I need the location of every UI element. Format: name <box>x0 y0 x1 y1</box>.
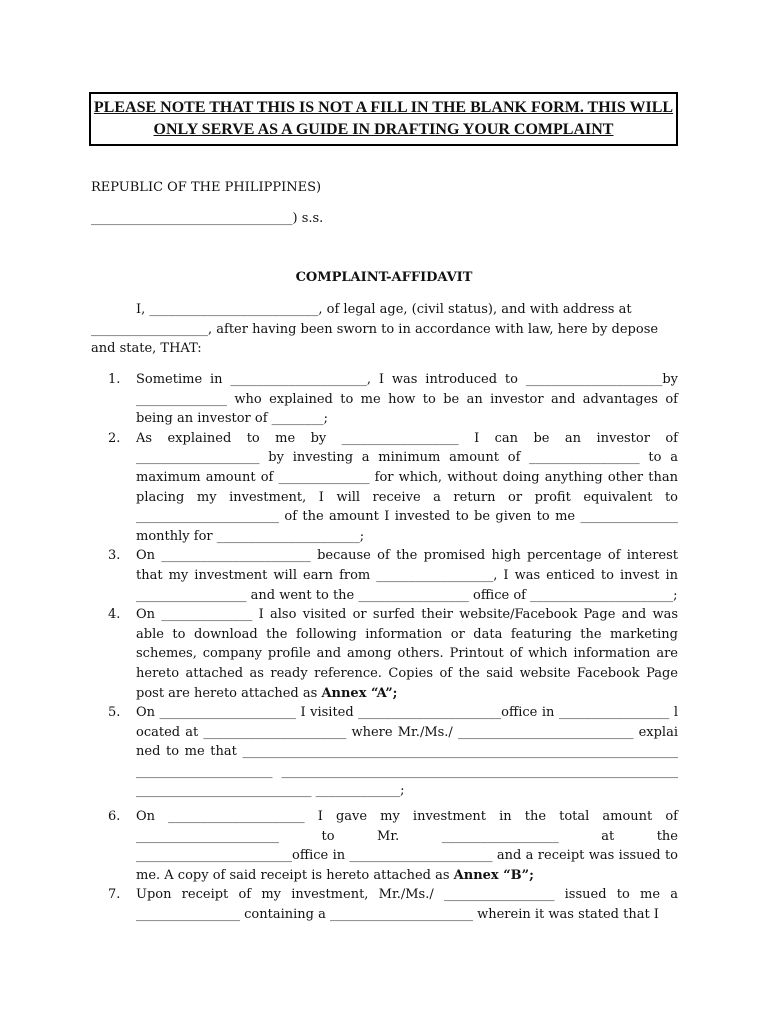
list-item <box>108 370 678 429</box>
numbered-list <box>108 370 678 925</box>
notice-box <box>89 92 678 146</box>
ss-line: _______________________________) s.s. <box>91 211 324 226</box>
item-number: 6. <box>108 809 121 825</box>
annex-a-label: Annex “A”; <box>321 685 398 701</box>
annex-b-label: Annex “B”; <box>453 867 534 883</box>
item-text: Upon receipt of my investment, Mr./Ms./ _________________ issued to me a ________________ containing a ______________________ wherein it was stated that I <box>136 887 678 923</box>
item-text: On _______________________ because of the promised high percentage of interest that my investment will earn from __________________, I was enticed to invest in _________________ and went to the _________________ office of ______________________; <box>136 548 678 603</box>
republic-line: REPUBLIC OF THE PHILIPPINES) <box>91 180 322 195</box>
item-number: 4. <box>108 607 121 623</box>
list-item <box>108 605 678 703</box>
item-number: 5. <box>108 705 121 721</box>
list-item <box>108 703 678 801</box>
list-item <box>108 546 678 605</box>
notice-line-2: ONLY SERVE AS A GUIDE IN DRAFTING YOUR COMPLAINT <box>153 121 614 138</box>
intro-paragraph <box>91 300 677 359</box>
item-text: On _____________________ I visited ______________________office in _________________ located at ______________________ where Mr./Ms./ ___________________________ explained to me that ________________________________________________________________________________________ ________________________________________________________________________________________ _____________; <box>136 705 678 799</box>
list-item <box>108 885 678 924</box>
item-text: On _____________________ I gave my investment in the total amount of ______________________ to Mr. __________________ at the ________________________office in ______________________ and a receipt was issued to me. A copy of said receipt is hereto attached as Annex “B”; <box>136 809 678 883</box>
item-number: 7. <box>108 887 121 903</box>
item-text: On ______________ I also visited or surfed their website/Facebook Page and was able to download the following information or data featuring the marketing schemes, company profile and among others. Printout of which information are hereto attached as ready reference. Copies of the said website Facebook Page post are hereto attached as Annex “A”; <box>136 607 678 701</box>
notice-line-1: PLEASE NOTE THAT THIS IS NOT A FILL IN THE BLANK FORM. THIS WILL <box>93 99 674 116</box>
item-text: As explained to me by __________________ I can be an investor of ___________________ by investing a minimum amount of _________________ to a maximum amount of ______________ for which, without doing anything other than placing my investment, I will receive a return or profit equivalent to ______________________ of the amount I invested to be given to me _______________ monthly for ______________________; <box>136 430 678 544</box>
item-number: 1. <box>108 372 121 387</box>
list-item <box>108 807 678 885</box>
item-number: 3. <box>108 548 121 564</box>
item-text: Sometime in _____________________, I was introduced to _____________________by ______________ who explained to me how to be an investor and advantages of being an investor of ________; <box>136 372 678 427</box>
item-number: 2. <box>108 430 121 446</box>
list-item <box>108 429 678 547</box>
document-title: COMPLAINT-AFFIDAVIT <box>295 270 473 285</box>
intro-text: I, __________________________, of legal age, (civil status), and with address at __________________, after having been sworn to in accordance with law, here by depose and state, THAT: <box>91 302 659 357</box>
